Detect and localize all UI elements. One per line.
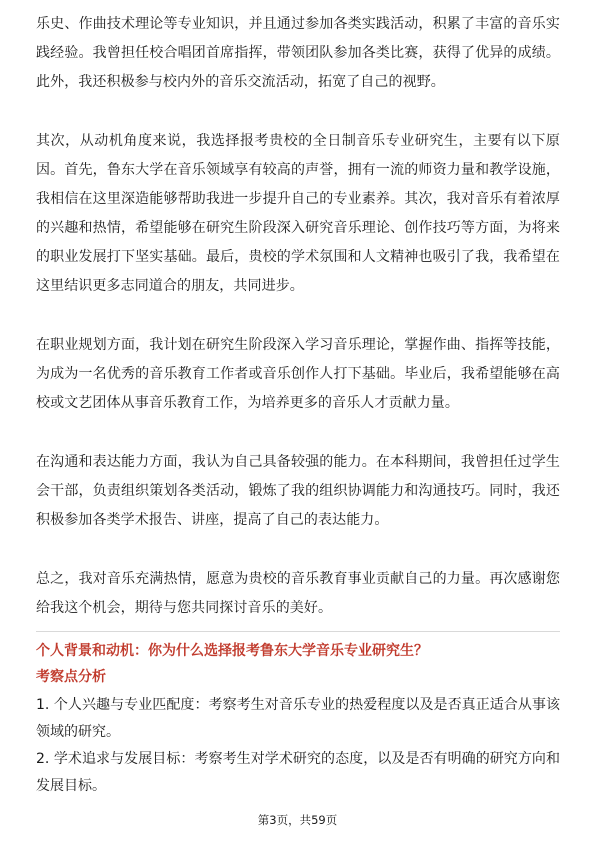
body-paragraph-3: 在职业规划方面，我计划在研究生阶段深入学习音乐理论，掌握作曲、指挥等技能，为成为一名优秀的音乐教育工作者或音乐创作人打下基础。毕业后，我希望能够在高校或文艺团体从事音乐教育工作，为培养更多的音乐人才贡献力量。 [36,337,560,411]
body-paragraph-4: 在沟通和表达能力方面，我认为自己具备较强的能力。在本科期间，我曾担任过学生会干部，负责组织策划各类活动，锻炼了我的组织协调能力和沟通技巧。同时，我还积极参加各类学术报告、讲座，提高了自己的表达能力。 [36,454,560,528]
body-paragraph-1: 乐史、作曲技术理论等专业知识，并且通过参加各类实践活动，积累了丰富的音乐实践经验。我曾担任校合唱团首席指挥，带领团队参加各类比赛，获得了优异的成绩。此外，我还积极参与校内外的音乐交流活动，拓宽了自己的视野。 [36,16,560,90]
analysis-item-1: 1. 个人兴趣与专业匹配度：考察考生对音乐专业的热爱程度以及是否真正适合从事该领域的研究。 [36,697,560,740]
body-paragraph-2: 其次，从动机角度来说，我选择报考贵校的全日制音乐专业研究生，主要有以下原因。首先，鲁东大学在音乐领域享有较高的声誉，拥有一流的师资力量和教学设施，我相信在这里深造能够帮助我进一步提升自己的专业素养。其次，我对音乐有着浓厚的兴趣和热情，希望能够在研究生阶段深入研究音乐理论、创作技巧等方面，为将来的职业发展打下坚实基础。最后，贵校的学术氛围和人文精神也吸引了我，我希望在这里结识更多志同道合的朋友，共同进步。 [36,133,560,294]
page-footer: 第3页，共59页 [257,813,338,827]
analysis-item-2: 2. 学术追求与发展目标：考察考生对学术研究的态度，以及是否有明确的研究方向和发展目标。 [36,751,560,794]
body-paragraph-5: 总之，我对音乐充满热情，愿意为贵校的音乐教育事业贡献自己的力量。再次感谢您给我这个机会，期待与您共同探讨音乐的美好。 [36,571,560,616]
section-divider [36,631,560,632]
page-content [36,10,560,800]
question-heading: 个人背景和动机：你为什么选择报考鲁东大学音乐专业研究生？ [36,643,428,659]
analysis-heading: 考察点分析 [36,669,106,685]
